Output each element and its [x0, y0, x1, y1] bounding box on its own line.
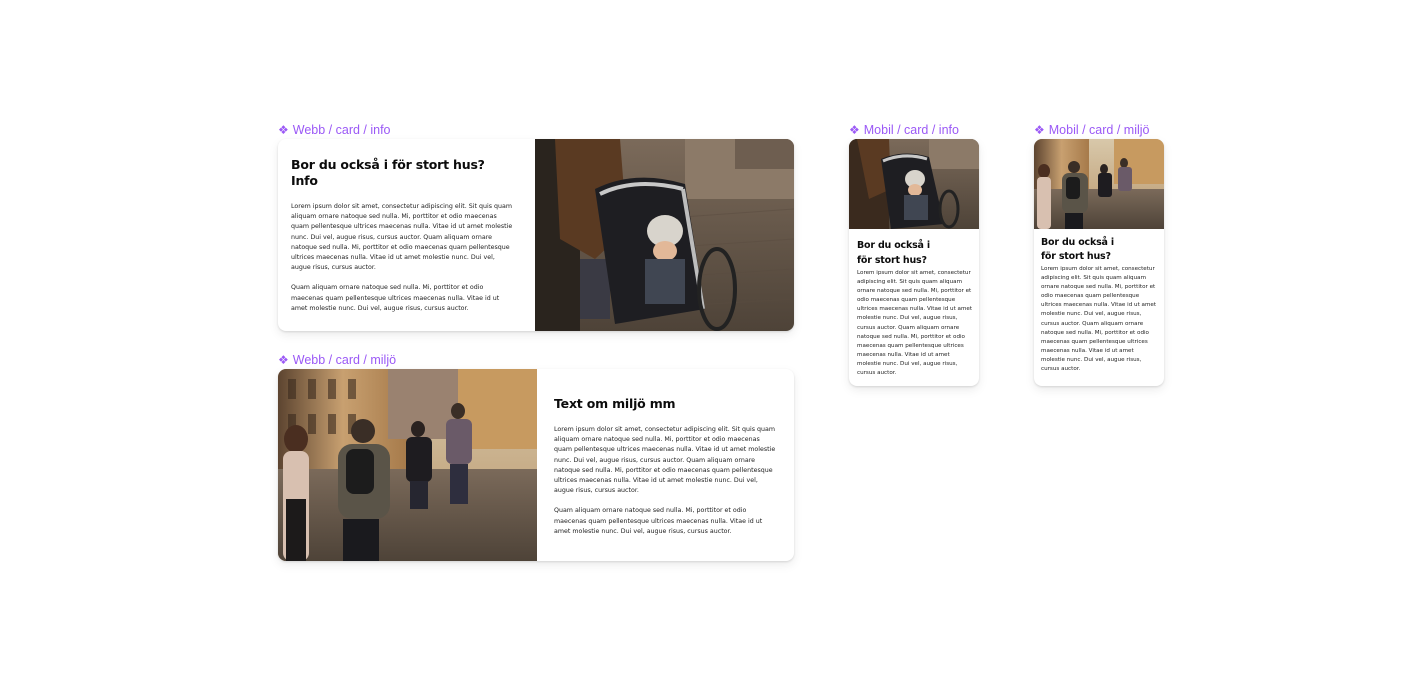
component-label-text: Webb / card / info — [292, 123, 391, 137]
card-paragraph: Quam aliquam ornare natoque sed nulla. Mi, porttitor et odio maecenas quam pellentesque ultrices maecenas nulla. Vitae id ut amet molestie nunc. Dui vel, augue risus, cursus auctor. — [554, 507, 763, 535]
card-paragraph: Quam aliquam ornare natoque sed nulla. Mi, porttitor et odio maecenas quam pellentesque ultrices maecenas nulla. Vitae id ut amet molestie nunc. Dui vel, augue risus, cursus auctor. — [291, 284, 500, 312]
component-icon: ❖ — [278, 123, 289, 137]
component-label-text: Mobil / card / info — [863, 123, 959, 137]
photo-child-in-bike-trailer — [535, 139, 794, 331]
card-paragraph: Lorem ipsum dolor sit amet, consectetur adipiscing elit. Sit quis quam aliquam ornare natoque sed nulla. Mi, porttitor et odio maecenas quam pellentesque ultrices maecenas nulla. Vitae id ut amet molestie nunc. Dui vel, augue risus, cursus auctor. Quam aliquam ornare natoque sed nulla. Mi, porttitor et odio maecenas quam pellentesque ultrices maecenas nulla. Vitae id ut amet molestie nunc. Dui vel, augue risus, cursus auctor. — [291, 203, 513, 272]
card-text-block — [857, 238, 975, 378]
component-label-mobil-info[interactable] — [849, 123, 959, 137]
mobile-card-info[interactable] — [849, 139, 979, 386]
component-label-webb-miljo[interactable] — [278, 353, 396, 367]
component-label-mobil-miljo[interactable] — [1034, 123, 1150, 137]
card-title: Bor du också i för stort hus? Info — [291, 157, 485, 188]
web-card-info[interactable] — [278, 139, 794, 331]
card-paragraph: Lorem ipsum dolor sit amet, consectetur adipiscing elit. Sit quis quam aliquam ornare natoque sed nulla. Mi, porttitor et odio maecenas quam pellentesque ultrices maecenas nulla. Vitae id ut amet molestie nunc. Dui vel, augue risus, cursus auctor. Quam aliquam ornare natoque sed nulla. Mi, porttitor et odio maecenas quam pellentesque ultrices maecenas nulla. Vitae id ut amet molestie nunc. Dui vel, augue risus, cursus auctor. — [554, 426, 776, 495]
card-paragraph: Lorem ipsum dolor sit amet, consectetur adipiscing elit. Sit quis quam aliquam ornare natoque sed nulla. Mi, porttitor et odio maecenas quam pellentesque ultrices maecenas nulla. Vitae id ut amet molestie nunc. Dui vel, augue risus, cursus auctor. Quam aliquam ornare natoque sed nulla. Mi, porttitor et odio maecenas quam pellentesque ultrices maecenas nulla. Vitae id ut amet molestie nunc. Dui vel, augue risus, cursus auctor. — [857, 270, 973, 377]
mobile-card-miljo[interactable] — [1034, 139, 1164, 386]
web-card-miljo[interactable] — [278, 369, 794, 561]
photo-child-in-bike-trailer — [849, 139, 979, 229]
card-paragraph: Lorem ipsum dolor sit amet, consectetur adipiscing elit. Sit quis quam aliquam ornare natoque sed nulla. Mi, porttitor et odio maecenas quam pellentesque ultrices maecenas nulla. Vitae id ut amet molestie nunc. Dui vel, augue risus, cursus auctor. Quam aliquam ornare natoque sed nulla. Mi, porttitor et odio maecenas quam pellentesque ultrices maecenas nulla. Vitae id ut amet molestie nunc. Dui vel, augue risus, cursus auctor. — [1041, 266, 1157, 373]
component-label-text: Webb / card / miljö — [292, 353, 397, 367]
card-title: Bor du också i för stort hus? — [1041, 237, 1114, 262]
photo-pedestrian-street — [1034, 139, 1164, 229]
component-icon: ❖ — [849, 123, 860, 137]
card-text-block — [1041, 236, 1159, 374]
card-title: Text om miljö mm — [554, 396, 676, 411]
component-icon: ❖ — [1034, 123, 1045, 137]
component-icon: ❖ — [278, 353, 289, 367]
photo-pedestrian-street — [278, 369, 537, 561]
component-label-text: Mobil / card / miljö — [1048, 123, 1150, 137]
card-text-block — [554, 396, 778, 537]
card-text-block — [291, 157, 515, 314]
component-label-webb-info[interactable] — [278, 123, 391, 137]
card-title: Bor du också i för stort hus? — [857, 240, 930, 266]
